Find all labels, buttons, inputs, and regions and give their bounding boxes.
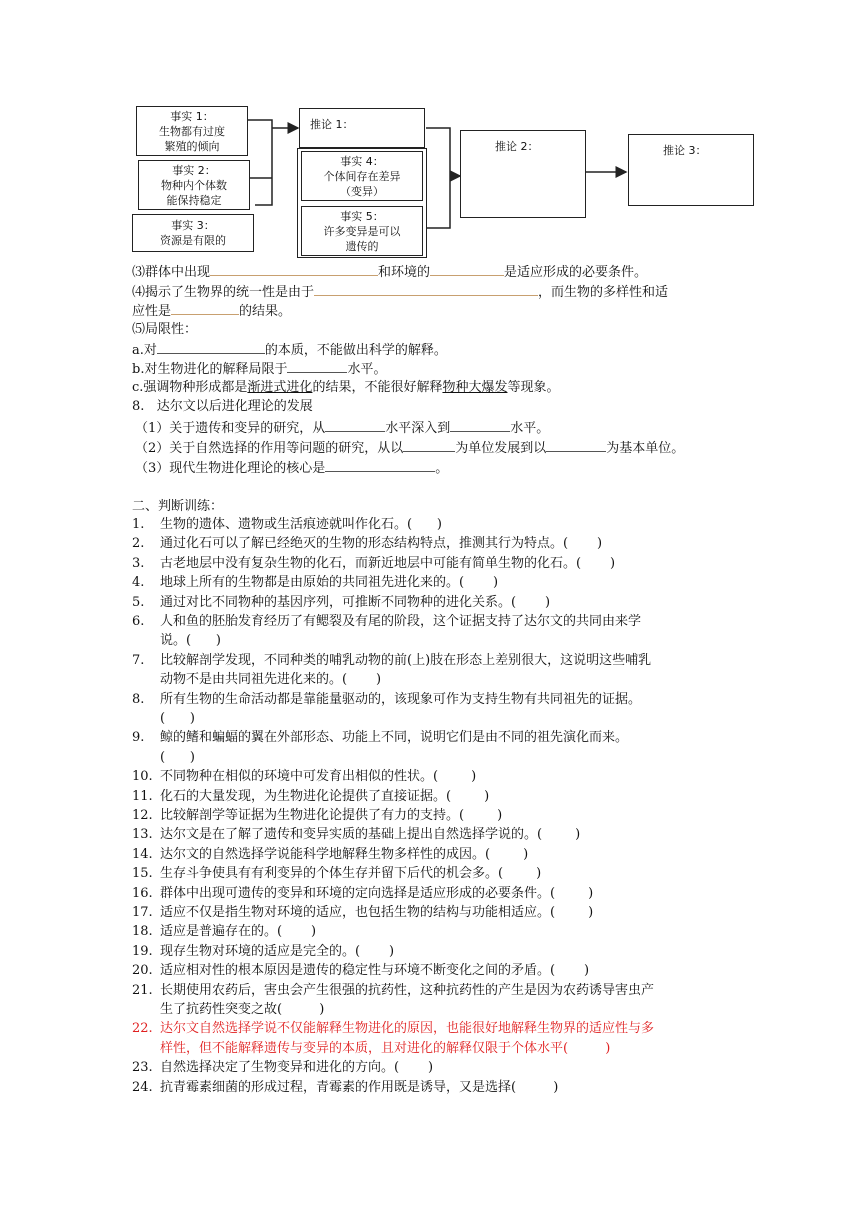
item-number: 9. (132, 730, 145, 746)
line-3 (132, 262, 647, 282)
blank (325, 418, 385, 432)
heading-8 (132, 398, 313, 416)
blank (157, 340, 265, 354)
text: 和环境的 (378, 265, 431, 280)
item-text: 动物不是由共同祖先进化来的。( ) (160, 672, 382, 688)
item-text: 比较解剖学等证据为生物进化论提供了有力的支持。( ) (160, 808, 503, 823)
line-4 (132, 282, 668, 302)
text: 应性是 (132, 304, 172, 319)
list-item (132, 1059, 434, 1077)
line-p1 (135, 418, 549, 438)
text: b.对生物进化的解释局限于 (132, 362, 288, 377)
text: 水平。 (510, 421, 550, 436)
item-number: 20. (132, 963, 153, 979)
blank (403, 438, 455, 452)
blank (171, 301, 239, 315)
fact-4-box (301, 151, 423, 201)
text: 8. 达尔文以后进化理论的发展 (132, 399, 313, 414)
text: ⑷揭示了生物界的统一性是由于 (132, 285, 315, 300)
list-item (132, 982, 655, 1017)
list-item (132, 865, 542, 883)
line-p2 (135, 438, 684, 458)
item-number: 17. (132, 905, 153, 920)
fact-3-title: 事实 3： (171, 219, 215, 232)
item-text: 说。( ) (160, 633, 221, 649)
item-text: 达尔文自然选择学说不仅能解释生物进化的原因，也能很好地解释生物界的适应性与多 (160, 1021, 655, 1037)
list-item (132, 652, 652, 688)
fact-4-line2: （变异） (340, 185, 384, 198)
fact-5-title: 事实 5： (340, 210, 384, 223)
item-number: 11. (132, 788, 153, 804)
line-a (132, 340, 447, 360)
item-text: ( ) (160, 710, 195, 726)
blank (210, 262, 378, 276)
item-number: 3. (132, 555, 145, 571)
item-number: 15. (132, 866, 153, 882)
fact-2-title: 事实 2： (172, 164, 216, 177)
fact-4-line1: 个体间存在差异 (323, 170, 401, 183)
item-number: 7. (132, 652, 145, 668)
text: （1）关于遗传和变异的研究，从 (135, 421, 326, 436)
item-number: 22. (132, 1021, 153, 1037)
text: 。 (435, 461, 449, 476)
list-item (132, 788, 490, 806)
list-item (132, 555, 616, 573)
fact-1-title: 事实 1： (170, 110, 214, 123)
blank (314, 282, 538, 296)
fact-5-box (301, 206, 423, 256)
item-number: 1. (132, 517, 145, 532)
fact-1-box (136, 106, 248, 156)
item-text: 适应是普遍存在的。( ) (160, 924, 317, 940)
text: 为单位发展到以 (455, 441, 547, 456)
list-item (132, 574, 499, 592)
item-number: 13. (132, 827, 153, 843)
item-text: 生物的遗体、遗物或生活痕迹就叫作化石。( ) (160, 517, 442, 532)
text: c.强调物种形成都是 (132, 380, 248, 395)
list-item (132, 768, 477, 786)
fact-5-line1: 许多变异是可以 (323, 225, 401, 238)
line-p3 (135, 458, 448, 478)
fact-2-line2: 能保持稳定 (166, 194, 222, 207)
fact-5-line2: 遗传的 (345, 240, 379, 253)
item-number: 8. (132, 691, 145, 707)
text: a.对 (132, 343, 157, 358)
item-text: 所有生物的生命活动都是靠能量驱动的，该现象可作为支持生物有共同祖先的证据。 (160, 691, 642, 707)
text: 物种大爆发 (442, 380, 508, 395)
blank (450, 418, 510, 432)
list-item (132, 826, 581, 844)
text: 等现象。 (507, 380, 560, 395)
list-item (132, 613, 642, 649)
diagram-connectors (0, 0, 860, 260)
fact-3-box (132, 214, 254, 252)
line-c (132, 379, 559, 397)
item-number: 16. (132, 885, 153, 901)
list-item (132, 594, 551, 612)
text: 的结果。 (239, 304, 292, 319)
item-text: 不同物种在相似的环境中可发育出相似的性状。( ) (160, 769, 477, 785)
inference-1-box (299, 108, 425, 148)
fact-2-box (138, 160, 250, 210)
list-item (132, 691, 642, 726)
text: ⑸局限性： (132, 322, 198, 337)
text: （2）关于自然选择的作用等问题的研究，从以 (135, 441, 404, 456)
inference-2-title: 推论 2： (495, 140, 539, 153)
item-text: 化石的大量发现，为生物进化论提供了直接证据。( ) (160, 788, 490, 804)
item-text: 生存斗争使具有有利变异的个体生存并留下后代的机会多。( ) (160, 866, 542, 882)
item-number: 10. (132, 769, 153, 785)
text: 是适应形成的必要条件。 (504, 265, 648, 280)
item-text: 样性，但不能解释遗传与变异的本质，且对进化的解释仅限于个体水平( ) (160, 1040, 611, 1056)
item-text: 通过化石可以了解已经绝灭的生物的形态结构特点，推测其行为特点。( ) (160, 536, 603, 552)
item-text: 人和鱼的胚胎发育经历了有鳃裂及有尾的阶段，这个证据支持了达尔文的共同由来学 (160, 614, 642, 629)
fact-2-line1: 物种内个体数 (161, 179, 227, 192)
blank (546, 438, 606, 452)
item-number: 14. (132, 846, 153, 862)
fact-1-line2: 繁殖的倾向 (164, 140, 220, 153)
list-item (132, 807, 503, 825)
inference-1-title: 推论 1： (310, 118, 354, 131)
item-text: 达尔文是在了解了遗传和变异实质的基础上提出自然选择学说的。( ) (160, 827, 581, 843)
darwin-flow-diagram (0, 0, 860, 260)
text: （3）现代生物进化理论的核心是 (135, 461, 326, 476)
item-text: 比较解剖学发现，不同种类的哺乳动物的前(上)肢在形态上差别很大，这说明这些哺乳 (160, 652, 652, 668)
item-text: 自然选择决定了生物变异和进化的方向。( ) (160, 1060, 434, 1076)
list-item (132, 516, 442, 534)
line-5 (132, 321, 197, 339)
fact-3-line1: 资源是有限的 (160, 234, 226, 247)
item-number: 2. (132, 536, 145, 552)
item-number: 12. (132, 808, 153, 823)
item-text: 达尔文的自然选择学说能科学地解释生物多样性的成因。( ) (160, 846, 529, 862)
section-2-title (132, 498, 223, 516)
list-item (132, 1079, 559, 1097)
item-text: 群体中出现可遗传的变异和环境的定向选择是适应形成的必要条件。( ) (160, 885, 594, 901)
item-text: 抗青霉素细菌的形成过程，青霉素的作用既是诱导，又是选择( ) (160, 1079, 559, 1095)
list-item (132, 1020, 655, 1056)
list-item (132, 535, 603, 553)
item-text: 适应不仅是指生物对环境的适应，也包括生物的结构与功能相适应。( ) (160, 905, 594, 920)
list-item (132, 846, 529, 864)
line-b (132, 359, 386, 379)
text: 为基本单位。 (606, 441, 685, 456)
item-text: 适应相对性的根本原因是遗传的稳定性与环境不断变化之间的矛盾。( ) (160, 963, 590, 979)
inference-3-title: 推论 3： (663, 144, 707, 157)
list-item (132, 962, 590, 980)
blank (430, 262, 504, 276)
text: ⑶群体中出现 (132, 265, 211, 280)
line-4b (132, 301, 291, 321)
text: 水平深入到 (385, 421, 451, 436)
list-item (132, 923, 317, 941)
blank (325, 458, 435, 472)
item-number: 4. (132, 575, 145, 591)
item-text: 鲸的鳍和蝙蝠的翼在外部形态、功能上不同，说明它们是由不同的祖先演化而来。 (160, 730, 629, 746)
text: 的结果，不能很好解释 (312, 380, 443, 395)
item-text: ( ) (160, 749, 195, 765)
item-text: 古老地层中没有复杂生物的化石，而新近地层中可能有简单生物的化石。( ) (160, 555, 616, 571)
text: 水平。 (347, 362, 387, 377)
inference-3-box (628, 134, 754, 206)
list-item (132, 943, 395, 961)
list-item (132, 729, 629, 765)
item-number: 24. (132, 1079, 153, 1095)
item-text: 通过对比不同物种的基因序列，可推断不同物种的进化关系。( ) (160, 594, 551, 610)
inference-2-box (460, 130, 586, 218)
text: ，而生物的多样性和适 (538, 285, 669, 300)
item-number: 21. (132, 982, 153, 998)
item-text: 现存生物对环境的适应是完全的。( ) (160, 943, 395, 959)
blank (287, 359, 347, 373)
item-number: 23. (132, 1060, 153, 1076)
item-number: 18. (132, 924, 153, 940)
item-text: 长期使用农药后，害虫会产生很强的抗药性，这种抗药性的产生是因为农药诱导害虫产 (160, 982, 655, 998)
text: 二、判断训练： (132, 499, 224, 514)
list-item (132, 885, 594, 903)
item-text: 地球上所有的生物都是由原始的共同祖先进化来的。( ) (160, 575, 499, 591)
item-number: 6. (132, 614, 145, 629)
fact-1-line1: 生物都有过度 (159, 125, 225, 138)
item-number: 5. (132, 594, 145, 610)
text: 的本质，不能做出科学的解释。 (264, 343, 447, 358)
fact-4-title: 事实 4： (340, 155, 384, 168)
text: 渐进式进化 (247, 380, 313, 395)
list-item (132, 904, 594, 922)
item-number: 19. (132, 943, 153, 959)
item-text: 生了抗药性突变之故( ) (160, 1001, 325, 1017)
